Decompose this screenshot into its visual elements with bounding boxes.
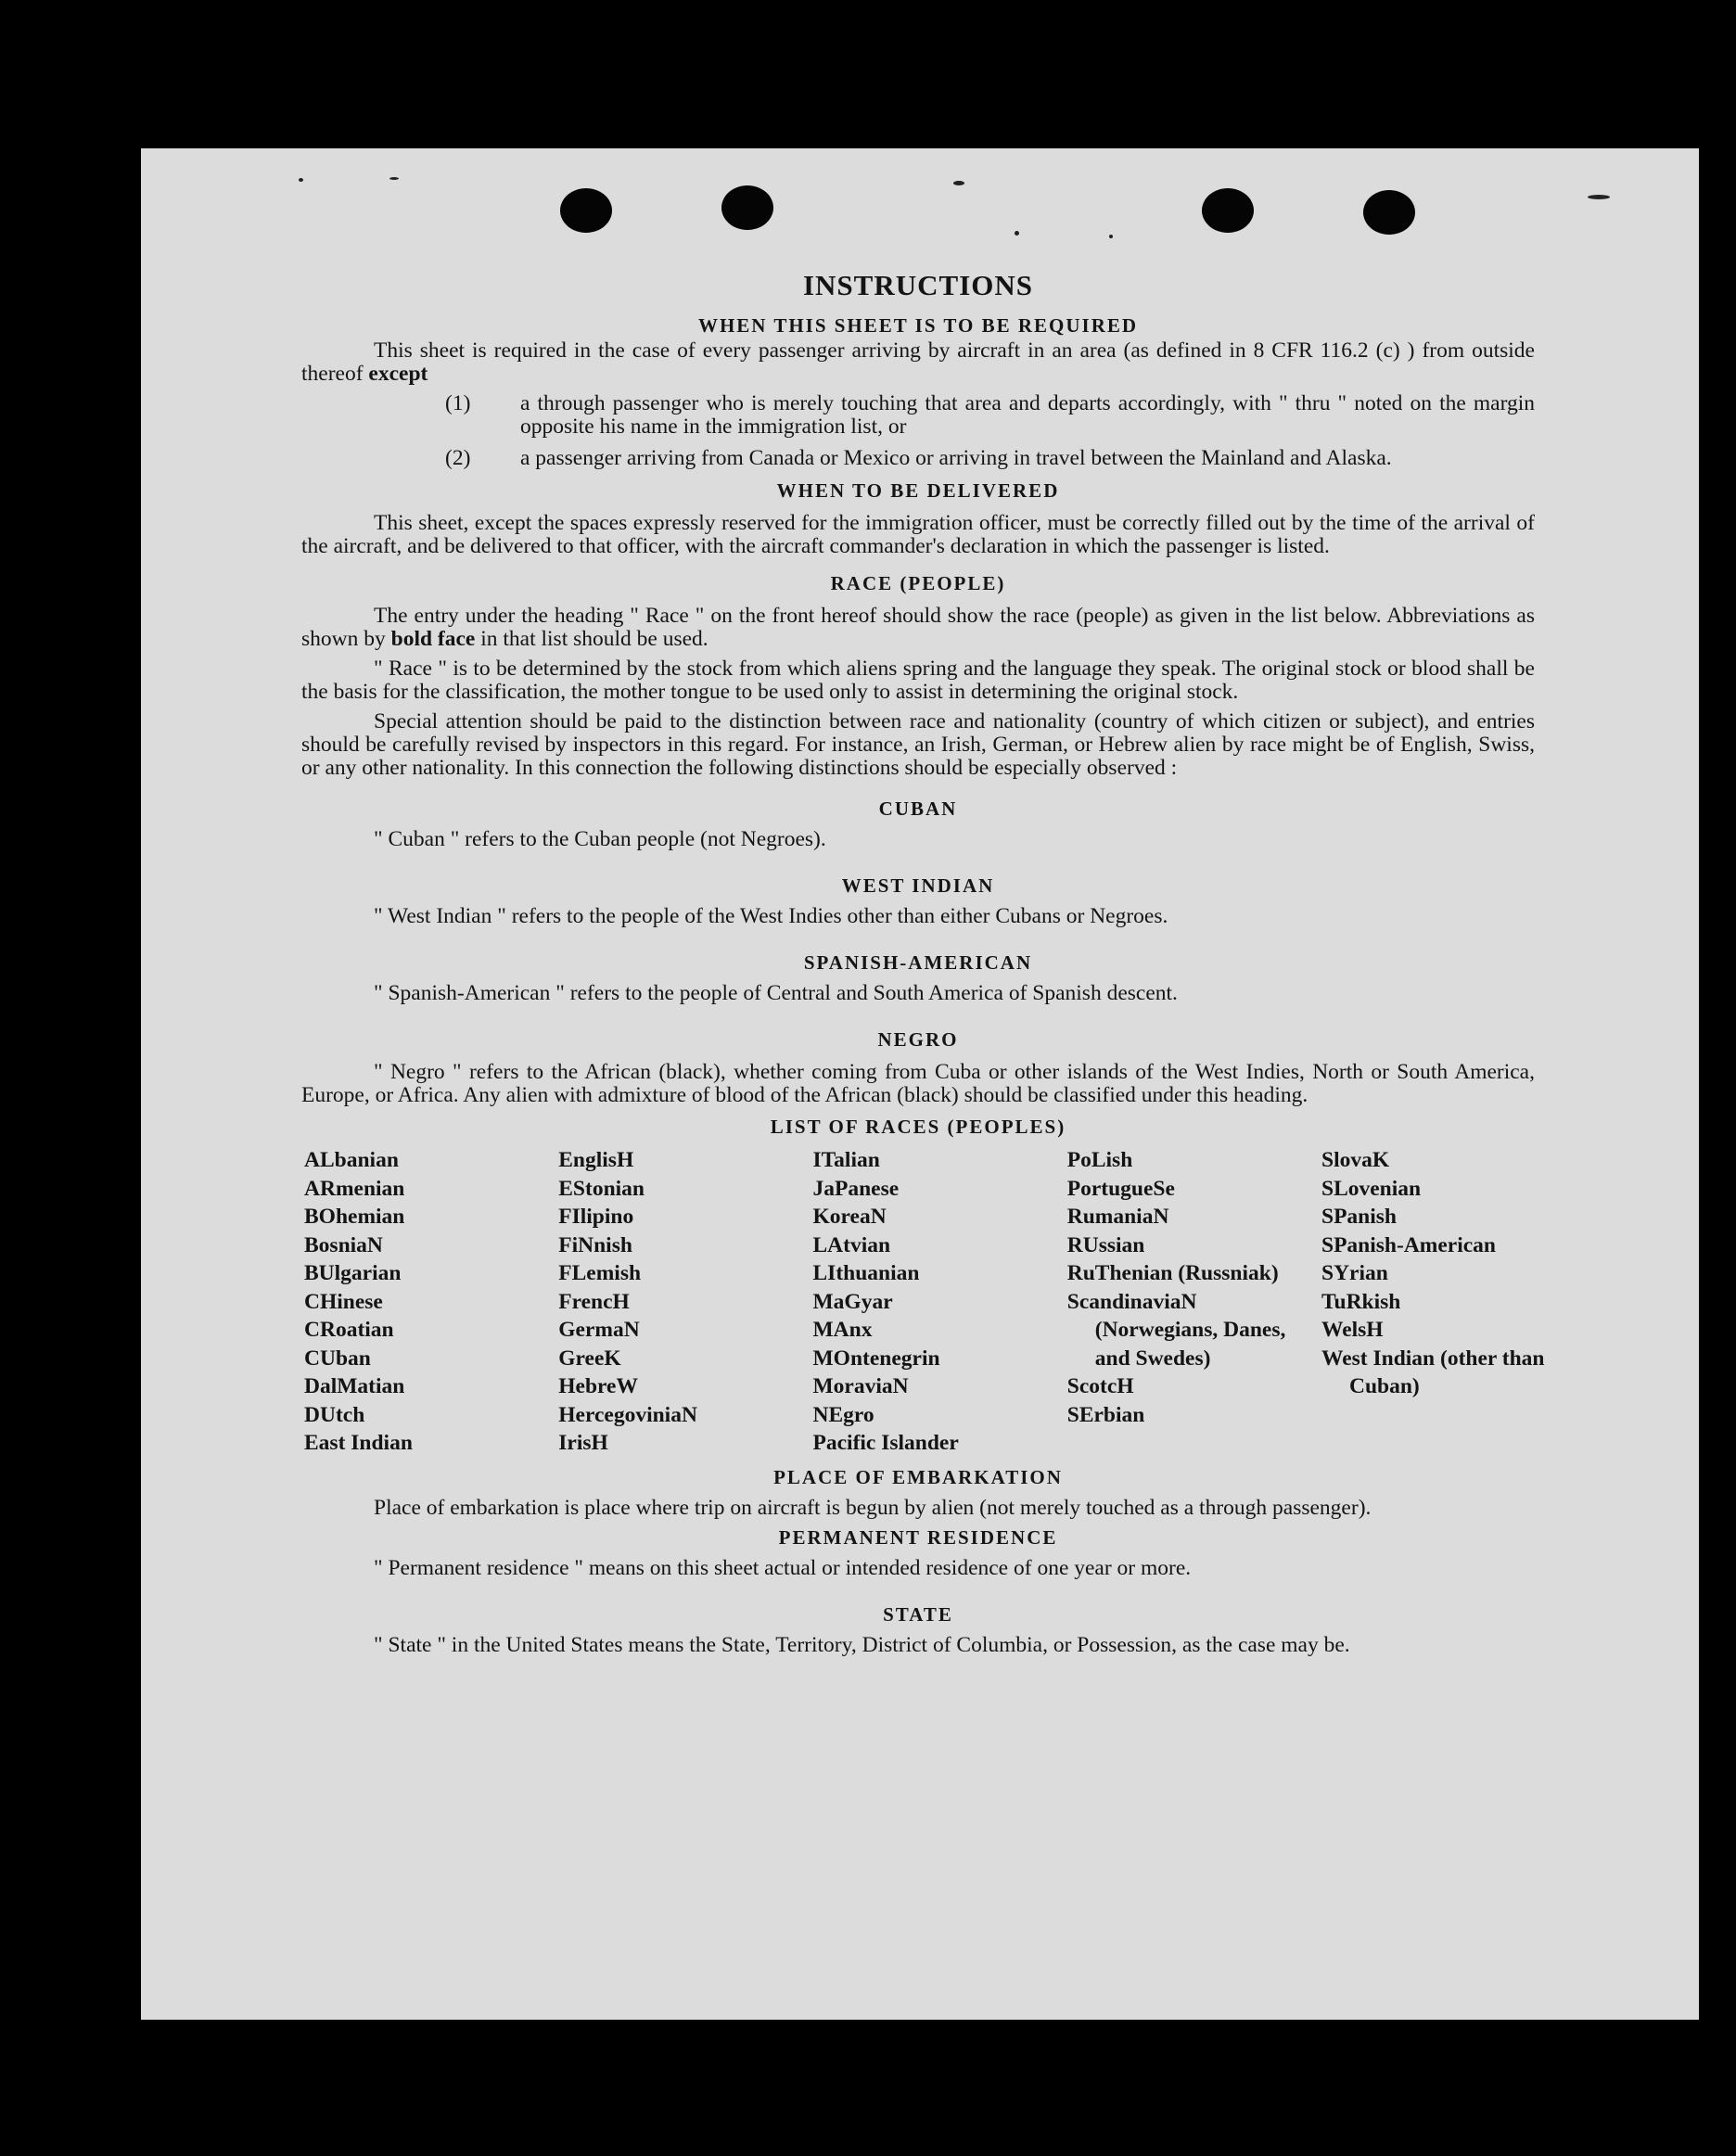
section-heading: SPANISH-AMERICAN xyxy=(803,951,1033,974)
punch-hole xyxy=(1202,188,1254,233)
required-intro-text: This sheet is required in the case of every passenger arriving by aircraft in an area (as defined in 8 CFR 116.2 (c) ) from outside thereof xyxy=(301,338,1535,386)
race-entry: TuRkish xyxy=(1321,1289,1401,1314)
race-entry: ScandinaviaN (Norwegians, Danes, and Swedes) xyxy=(1066,1289,1286,1371)
race-entry: BosniaN xyxy=(304,1232,383,1257)
spanish-american-text: " Spanish-American " refers to the people of Central and South America of Spanish descent. xyxy=(374,981,1178,1005)
race-entry: SYrian xyxy=(1321,1261,1388,1285)
exception-item xyxy=(301,392,1535,439)
punch-hole xyxy=(721,185,773,230)
race-entry: EStonian xyxy=(558,1176,645,1201)
negro-text: " Negro " refers to the African (black), whether coming from Cuba or other islands of the West Indies, North or South America, Europe, or Africa. Any alien with admixture of blood of the African (black) should be classified under this heading. xyxy=(301,1060,1535,1107)
exception-text: a passenger arriving from Canada or Mexico or arriving in travel between the Mainland and Alaska. xyxy=(520,446,1392,470)
section-heading: RACE (PEOPLE) xyxy=(830,572,1006,594)
section-heading: WEST INDIAN xyxy=(841,874,995,897)
race-entry: MOntenegrin xyxy=(812,1346,940,1371)
speck xyxy=(299,178,303,182)
races-column xyxy=(1067,1146,1321,1458)
race-entry: SErbian xyxy=(1066,1402,1145,1427)
instructions-content xyxy=(301,269,1545,1657)
embarkation-text: Place of embarkation is place where trip on aircraft is begun by alien (not merely touched as a through passenger). xyxy=(374,1495,1372,1520)
race-entry: SPanish-American xyxy=(1321,1232,1496,1257)
speck xyxy=(1109,235,1113,238)
race-entry: HebreW xyxy=(558,1374,638,1398)
page-title: INSTRUCTIONS xyxy=(802,269,1033,301)
section-heading: WHEN TO BE DELIVERED xyxy=(776,479,1060,502)
race-entry: LAtvian xyxy=(812,1232,891,1257)
race-entry: East Indian xyxy=(304,1431,413,1455)
race-entry: GermaN xyxy=(558,1318,640,1342)
document-sheet xyxy=(141,148,1699,2020)
race-paragraph: Special attention should be paid to the distinction between race and nationality (country of which citizen or subject), and entries should be carefully revised by inspectors in this regard. For instance, an Irish, German, or Hebrew alien by race might be of English, Swiss, or any other nationality. In this connection the following distinctions should be especially observed : xyxy=(301,709,1535,780)
section-heading: NEGRO xyxy=(877,1028,959,1051)
race-entry: RuThenian (Russniak) xyxy=(1066,1261,1279,1285)
races-column xyxy=(304,1146,558,1458)
race-entry: WelsH xyxy=(1321,1318,1384,1342)
race-entry: SLovenian xyxy=(1321,1176,1422,1201)
race-entry: CRoatian xyxy=(304,1318,394,1342)
race-paragraph: " Race " is to be determined by the stock from which aliens spring and the language they speak. The original stock or blood shall be the basis for the classification, the mother tongue to be used only to assist in determining the original stock. xyxy=(301,657,1535,704)
race-entry: SlovaK xyxy=(1321,1148,1390,1172)
section-heading: PLACE OF EMBARKATION xyxy=(773,1465,1063,1488)
race-entry: Pacific Islander xyxy=(812,1431,959,1455)
state-text: " State " in the United States means the State, Territory, District of Columbia, or Possession, as the case may be. xyxy=(374,1632,1350,1657)
race-entry: CHinese xyxy=(304,1289,383,1314)
race-entry: BUlgarian xyxy=(304,1261,402,1285)
race-entry: ScotcH xyxy=(1066,1374,1134,1398)
race-entry: MAnx xyxy=(812,1318,873,1342)
race-entry: NEgro xyxy=(812,1402,874,1427)
race-entry: FiNnish xyxy=(558,1232,632,1257)
speck xyxy=(1015,231,1019,236)
races-column xyxy=(813,1146,1067,1458)
section-heading: CUBAN xyxy=(878,797,958,820)
exception-text: a through passenger who is merely touching that area and departs accordingly, with " thru " noted on the margin opposite his name in the immigration list, or xyxy=(520,391,1535,439)
section-heading: PERMANENT RESIDENCE xyxy=(778,1525,1058,1549)
cuban-text: " Cuban " refers to the Cuban people (not Negroes). xyxy=(374,827,826,851)
race-entry: FLemish xyxy=(558,1261,642,1285)
race-bold-face: bold face xyxy=(390,627,476,651)
races-column xyxy=(558,1146,812,1458)
race-entry: MoraviaN xyxy=(812,1374,909,1398)
race-entry: CUban xyxy=(304,1346,371,1371)
race-entry: ITalian xyxy=(812,1148,880,1172)
race-entry: FrencH xyxy=(558,1289,630,1314)
race-entry: PoLish xyxy=(1066,1148,1133,1172)
race-entry: IrisH xyxy=(558,1431,608,1455)
race-entry: JaPanese xyxy=(812,1176,900,1201)
residence-text: " Permanent residence " means on this sheet actual or intended residence of one year or more. xyxy=(374,1555,1192,1580)
race-paragraph xyxy=(301,605,1535,651)
race-entry: DalMatian xyxy=(304,1374,405,1398)
exception-number: (1) xyxy=(445,391,471,415)
required-intro-except: except xyxy=(368,362,428,386)
race-entry: SPanish xyxy=(1321,1205,1397,1229)
section-heading: STATE xyxy=(883,1602,953,1626)
race-entry: PortugueSe xyxy=(1066,1176,1175,1201)
punch-hole xyxy=(1363,190,1415,235)
race-entry: LIthuanian xyxy=(812,1261,920,1285)
race-entry: ALbanian xyxy=(304,1148,399,1172)
section-heading: WHEN THIS SHEET IS TO BE REQUIRED xyxy=(697,314,1139,337)
race-entry: GreeK xyxy=(558,1346,621,1371)
speck xyxy=(389,177,399,180)
race-entry: HercegoviniaN xyxy=(558,1402,697,1427)
speck xyxy=(1588,195,1610,199)
section-heading: LIST OF RACES (PEOPLES) xyxy=(770,1116,1066,1138)
race-entry: BOhemian xyxy=(304,1205,405,1229)
delivered-text: This sheet, except the spaces expressly reserved for the immigration officer, must be correctly filled out by the time of the arrival of the aircraft, and be delivered to that officer, with the aircraft commander's declaration in which the passenger is listed. xyxy=(301,511,1535,558)
west-indian-text: " West Indian " refers to the people of the West Indies other than either Cubans or Negroes. xyxy=(374,904,1168,928)
race-entry: MaGyar xyxy=(812,1289,893,1314)
race-paragraph-text: in that list should be used. xyxy=(475,627,708,651)
exception-item xyxy=(301,447,1535,470)
punch-hole xyxy=(560,188,612,233)
races-list xyxy=(304,1146,1545,1458)
race-entry: KoreaN xyxy=(812,1205,887,1229)
race-entry: ARmenian xyxy=(304,1176,405,1201)
races-column xyxy=(1321,1146,1545,1458)
speck xyxy=(953,181,964,185)
race-entry: West Indian (other than Cuban) xyxy=(1321,1346,1545,1398)
race-entry: RumaniaN xyxy=(1066,1205,1169,1229)
race-paragraph-text: The entry under the heading " Race " on the front hereof should show the race (people) as given in the list below. Abbreviations as shown by xyxy=(301,604,1535,651)
required-intro xyxy=(301,339,1535,386)
race-entry: FIlipino xyxy=(558,1205,634,1229)
race-entry: RUssian xyxy=(1066,1232,1145,1257)
race-entry: EnglisH xyxy=(558,1148,634,1172)
exception-number: (2) xyxy=(445,446,471,470)
race-entry: DUtch xyxy=(304,1402,365,1427)
